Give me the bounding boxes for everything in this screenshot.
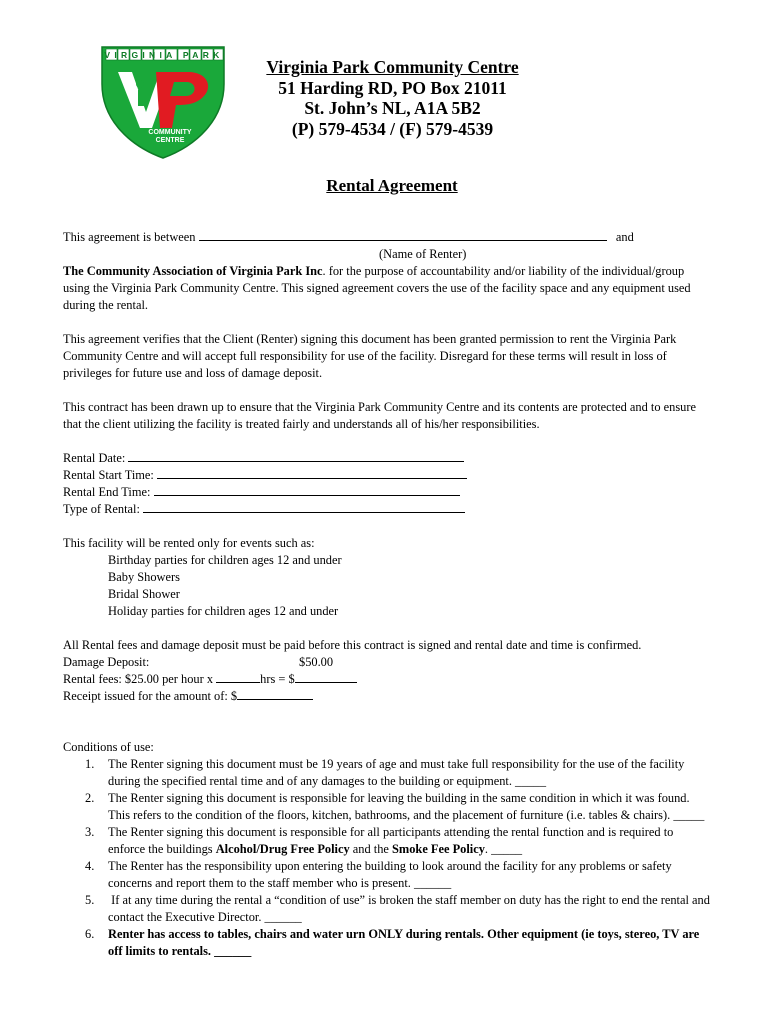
para3-line-2: that the client utilizing the facility is treated fairly and understands all of his/her responsibilities.: [63, 417, 540, 431]
agreement-body: [63, 229, 723, 960]
receipt-row: [63, 688, 723, 705]
type-row: [63, 501, 723, 518]
rate-row: [63, 671, 723, 688]
intro-line-2: using the Virginia Park Community Centre. This signed agreement covers the use of the facility space and any equipment used: [63, 281, 691, 295]
condition-item: 3. The Renter signing this document is responsible for all participants attending the rental function and is required to enforce the buildings Alcohol/Drug Free Policy and the Smoke Fee Policy. _____: [85, 825, 674, 856]
para2-line-2: Community Centre and will accept full responsibility for use of the facility. Disregard for these terms will result in loss of: [63, 349, 667, 363]
virginia-park-logo: [98, 44, 228, 160]
alcohol-policy: Alcohol/Drug Free Policy: [215, 842, 350, 856]
intro-prefix: This agreement is between: [63, 230, 196, 244]
org-rest: . for the purpose of accountability and/or liability of the individual/group: [322, 264, 685, 278]
total-field[interactable]: [295, 671, 357, 683]
fees-line-1: All Rental fees and damage deposit must be paid before this contract is signed and rental date and time is confirmed.: [63, 638, 642, 652]
end-time-field[interactable]: [154, 484, 460, 496]
rate-mid: hrs = $: [260, 672, 295, 686]
renter-name-field[interactable]: [199, 229, 607, 241]
conditions-heading: Conditions of use:: [63, 740, 154, 754]
centre-name: Virginia Park Community Centre: [266, 57, 519, 77]
intro-line: [63, 229, 723, 246]
para2-line-1: This agreement verifies that the Client (Renter) signing this document has been granted permission to rent the Virginia Park: [63, 332, 677, 346]
events-intro: This facility will be rented only for events such as:: [63, 536, 315, 550]
event-item: Bridal Shower: [108, 587, 180, 601]
type-label: Type of Rental:: [63, 502, 140, 516]
logo-subtext-1: COMMUNITY: [148, 129, 192, 136]
document-title: Rental Agreement: [326, 176, 458, 195]
letterhead: [230, 57, 555, 139]
event-item: Holiday parties for children ages 12 and under: [108, 604, 339, 618]
street-address: 51 Harding RD, PO Box 21011: [278, 77, 507, 98]
receipt-label: Receipt issued for the amount of: $: [63, 689, 238, 703]
condition-item: 4. The Renter has the responsibility upon entering the building to look around the facility for any problems or safety concerns and report them to the staff member who is present. ______: [85, 859, 672, 890]
condition-item: 6. Renter has access to tables, chairs and water urn ONLY during rentals. Other equipment (ie toys, stereo, TV are off limits to rentals. ______: [85, 927, 700, 958]
deposit-label: Damage Deposit:: [63, 655, 150, 669]
start-time-label: Rental Start Time:: [63, 468, 154, 482]
rate-prefix: Rental fees: $25.00 per hour x: [63, 672, 217, 686]
intro-line-3: during the rental.: [63, 298, 148, 312]
intro-suffix: and: [615, 230, 634, 244]
hours-field[interactable]: [216, 671, 260, 683]
intro-org-line: [63, 263, 723, 280]
receipt-field[interactable]: [237, 688, 313, 700]
rental-date-row: [63, 450, 723, 467]
conditions-list: [63, 756, 723, 960]
start-time-field[interactable]: [157, 467, 467, 479]
org-name: The Community Association of Virginia Park Inc: [63, 264, 323, 278]
para2-line-3: privileges for future use and loss of damage deposit.: [63, 366, 323, 380]
para3-line-1: This contract has been drawn up to ensure that the Virginia Park Community Centre and its contents are protected and to ensure: [63, 400, 696, 414]
deposit-value: $50.00: [299, 655, 334, 669]
event-item: Baby Showers: [108, 570, 180, 584]
smoke-policy: Smoke Fee Policy: [392, 842, 485, 856]
event-item: Birthday parties for children ages 12 and under: [108, 553, 342, 567]
condition-item: 2. The Renter signing this document is responsible for leaving the building in the same condition in which it was found. This refers to the condition of the floors, kitchen, bathrooms, and the placement of furniture (i.e. tables & chairs). _____: [85, 791, 705, 822]
name-caption: (Name of Renter): [379, 247, 467, 261]
phone-fax: (P) 579-4534 / (F) 579-4539: [291, 118, 494, 139]
city-postal: St. John’s NL, A1A 5B2: [304, 98, 481, 118]
start-time-row: [63, 467, 723, 484]
condition-item: 5. If at any time during the rental a “condition of use” is broken the staff member on duty has the right to end the rental and contact the Executive Director. ______: [85, 893, 710, 924]
end-time-row: [63, 484, 723, 501]
deposit-row: [63, 654, 723, 671]
rental-date-field[interactable]: [128, 450, 464, 462]
logo-arc-text: VIRGINIA PARK: [104, 50, 224, 60]
end-time-label: Rental End Time:: [63, 485, 151, 499]
logo-subtext-2: CENTRE: [155, 137, 185, 144]
type-field[interactable]: [143, 501, 465, 513]
condition-item: 1. The Renter signing this document must be 19 years of age and must take full responsibility for the use of the facility during the specified rental time and of any damages to the building or equipment. _____: [85, 757, 685, 788]
rental-date-label: Rental Date:: [63, 451, 126, 465]
